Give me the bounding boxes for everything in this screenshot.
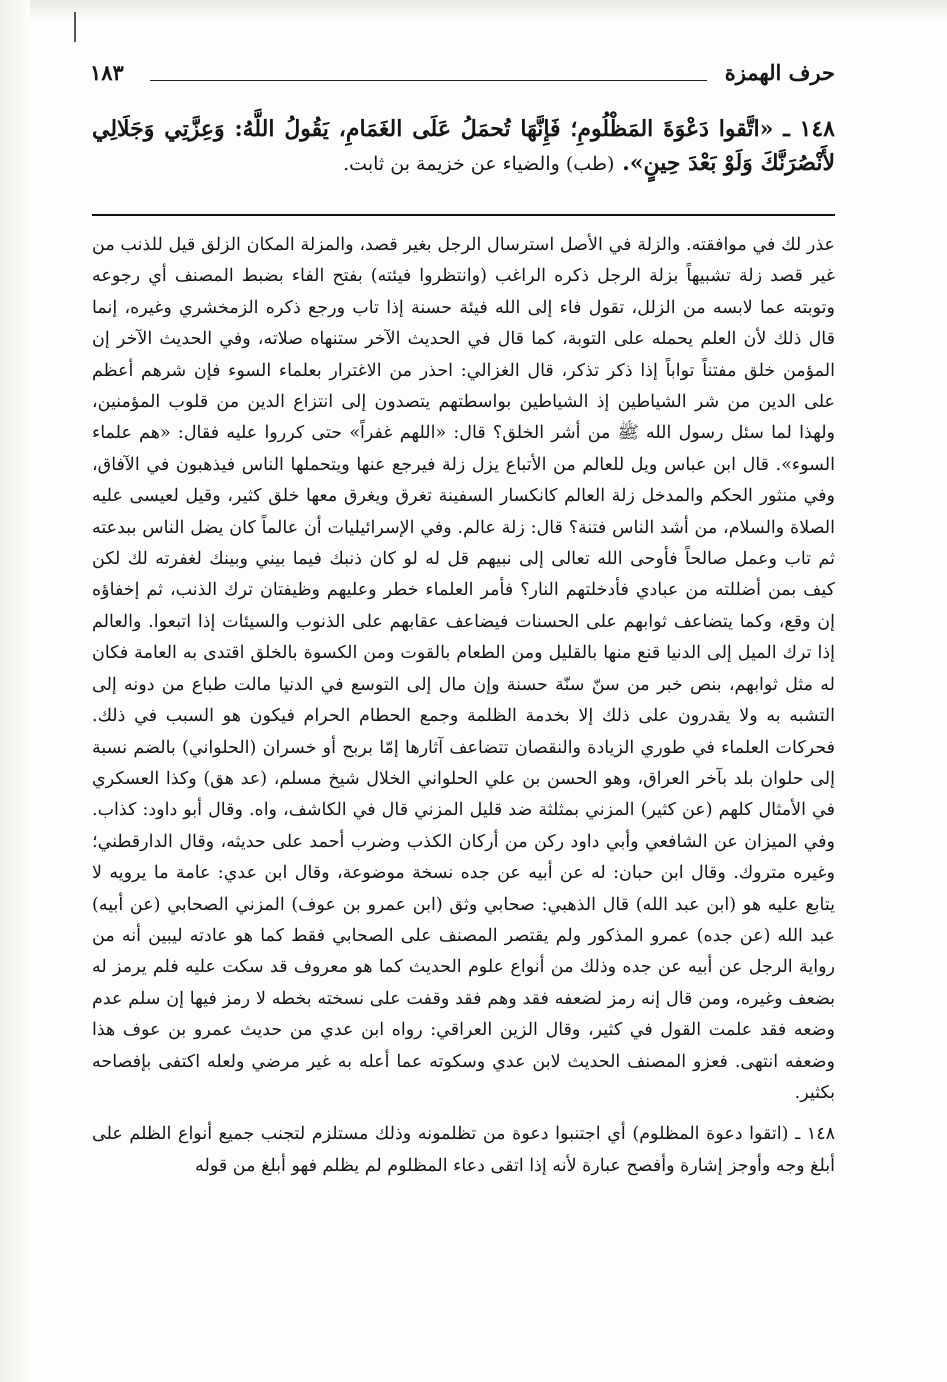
header-rule — [150, 80, 707, 81]
commentary-paragraph-148: ١٤٨ ـ (اتقوا دعوة المظلوم) أي اجتنبوا دعوة من تظلمونه وذلك مستلزم لتجنب جميع أنواع الظلم على أبلغ وجه وأوجز إشارة وأفصح عبارة لأنه إذا اتقى دعاء المظلوم لم يظلم فهو أبلغ من قوله — [92, 1124, 835, 1176]
hadith-source: (طب) والضياء عن خزيمة بن ثابت. — [343, 153, 615, 175]
commentary-section — [92, 230, 835, 1182]
scan-mark — [74, 12, 76, 42]
separator-rule — [92, 214, 835, 216]
scan-shadow-left — [0, 0, 30, 1382]
chapter-title: حرف الهمزة — [724, 60, 835, 85]
commentary-paragraph: عذر لك في موافقته. والزلة في الأصل استرسال الرجل بغير قصد، والمزلة المكان الزلق قيل للذنب من غير قصد زلة تشبيهاً بزلة الرجل ذكره الراغب (وانتظروا فيئته) بفتح الفاء بضبط المصنف أي رجوعه وتوبته عما لابسه من الزلل، تقول فاء إلى الله فيئة حسنة إذا تاب ورجع ذكره الزمخشري وغيره، إنما قال ذلك لأن العلم يحمله على التوبة، كما قال في الحديث الآخر ستنهاه صلاته، وفي الحديث الآخر إن المؤمن خلق مفتناً تواباً إذا ذكر تذكر، قال الغزالي: احذر من الاغترار بعلماء السوء فإن شرهم أعظم على الدين من شر الشياطين إذ الشياطين بواسطتهم يتصدون إلى انتزاع الدين من قلوب المؤمنين، ولهذا لما سئل رسول الله ﷺ من أشر الخلق؟ قال: «اللهم غفراً» حتى كرروا عليه فقال: «هم علماء السوء». قال ابن عباس ويل للعالم من الأتباع يزل زلة فيرجع عنها ويتحملها الناس فيذهبون في الآفاق، وفي منثور الحكم والمدخل زلة العالم كانكسار السفينة تغرق ويغرق معها خلق كثير، وقيل لعيسى عليه الصلاة والسلام، من أشد الناس فتنة؟ قال: زلة عالم. وفي الإسرائيليات أن عالماً كان يضل الناس ببدعته ثم تاب وعمل صالحاً فأوحى الله تعالى إلى نبيهم قل له لو كان ذنبك فيما بيني وبينك لغفرته لك لكن كيف بمن أضللته من عبادي فأدخلتهم النار؟ فأمر العلماء خطر وعليهم وظيفتان ترك الذنب، ثم إخفاؤه إن وقع، وكما يتضاعف ثوابهم على الحسنات فيضاعف عقابهم على الذنوب والسيئات إذا اتبعوا. والعالم إذا ترك الميل إلى الدنيا قنع منها بالقليل ومن الطعام بالقوت ومن الكسوة بالخلق اقتدى به العامة فكان له مثل ثوابهم، بنص خبر من سنّ سنّة حسنة وإن مال إلى التوسع في الدنيا مالت طباع من دونه إلى التشبه به ولا يقدرون على ذلك إلا بخدمة الظلمة وجمع الحطام الحرام فيكون هو السبب في ذلك. فحركات العلماء في طوري الزيادة والنقصان تتضاعف آثارها إمّا بربح أو خسران (الحلواني) بالضم نسبة إلى حلوان بلد بآخر العراق، وهو الحسن بن علي الحلواني الخلال شيخ مسلم، (عد هق) وكذا العسكري في الأمثال كلهم (عن كثير) المزني بمثلثة ضد قليل المزني قال في الكاشف، واه. وقال أبو داود: كذاب. وفي الميزان عن الشافعي وأبي داود ركن من أركان الكذب وضرب أحمد على حديثه، وقال الدارقطني؛ وغيره متروك. وقال ابن حبان: له عن أبيه عن جده نسخة موضوعة، وقال ابن عدي: عامة ما يرويه لا يتابع عليه هو (ابن عبد الله) قال الذهبي: صحابي وثق (ابن عمرو بن عوف) المزني الصحابي (عن أبيه) عبد الله (عن جده) عمرو المذكور ولم يقتصر المصنف على الصحابي فقط كما هو عادته ليبين أنه من رواية الرجل عن أبيه عن جده وذلك من أنواع علوم الحديث كما هو معروف قد سكت عليه فلم يرمز له بضعف وغيره، ومن قال إنه رمز لضعفه فقد وهم فقد وقفت على نسخته بخطه لا رمز فيها إن سلم عدم وضعه فقد علمت القول في كثير، وقال الزين العراقي: رواه ابن عدي من حديث عمرو بن عوف هذا وضعفه انتهى. فعزو المصنف الحديث لابن عدي وسكوته عما أعله به غير مرضي ولعله اكتفى بإفصاحه بكثير. — [92, 235, 835, 1103]
page-number: ١٨٣ — [90, 60, 124, 85]
hadith-text: ١٤٨ ـ «اتَّقوا دَعْوَةَ المَظْلُومِ؛ فَإِنَّهَا تُحمَلُ عَلَى الغَمَامِ، يَقُولُ اللَّهُ: وَعِزَّتِي وَجَلَالِي لأَنْصُرَنَّكَ وَلَوْ بَعْدَ حِينٍ». — [92, 116, 835, 176]
running-header — [90, 60, 835, 96]
hadith-text-block — [92, 112, 835, 181]
scan-shadow-top — [0, 0, 947, 20]
